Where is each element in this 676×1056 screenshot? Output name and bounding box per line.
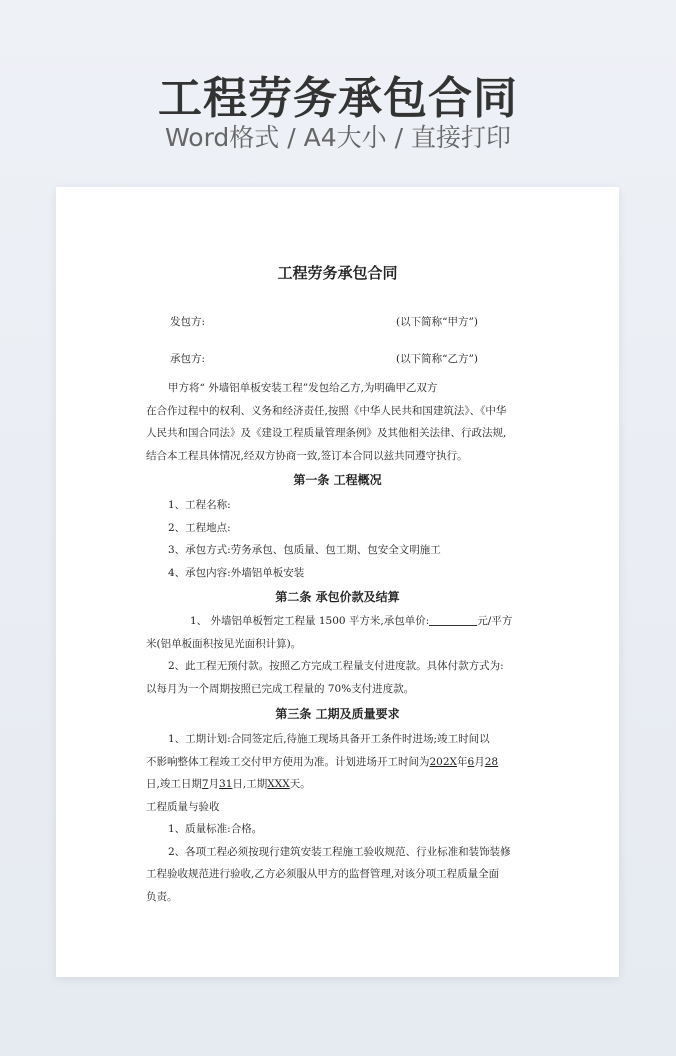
start-year: 202X <box>429 755 458 768</box>
list-item: 1、工程名称: <box>168 499 231 511</box>
document-title: 工程劳务承包合同 <box>277 264 398 282</box>
intro-line: 甲方将“ 外墙铝单板安装工程”发包给乙方,为明确甲乙双方 <box>168 382 438 394</box>
quality-item: 工程验收规范进行验收,乙方必须服从甲方的监督管理,对该分项工程质量全面 <box>146 868 500 880</box>
art3-line: 不影响整体工程竣工交付甲方使用为准。计划进场开工时间为 <box>146 755 430 768</box>
article-2-title: 第二条 承包价款及结算 <box>275 590 400 604</box>
art2-line: 1、 外墙铝单板暂定工程量 1500 平方米,承包单价: <box>190 615 430 627</box>
duration-days: XXX <box>267 778 290 790</box>
art3-line: 日,工期 <box>232 778 268 790</box>
banner-subtitle: Word格式 / A4大小 / 直接打印 <box>165 123 511 152</box>
intro-line: 在合作过程中的权利、义务和经济责任,按照《中华人民共和国建筑法》、《中华 <box>146 404 507 417</box>
end-day: 31 <box>219 778 233 790</box>
month-char: 月 <box>208 778 220 790</box>
quality-item: 负责。 <box>146 890 178 903</box>
party-b-label: 承包方: <box>170 353 206 365</box>
art3-line: 天。 <box>289 778 311 790</box>
art2-line: 元/平方 <box>477 615 513 627</box>
party-a-note: (以下简称“甲方”) <box>396 316 478 328</box>
art2-line: 米(铝单板面积按见光面积计算)。 <box>146 637 302 650</box>
intro-line: 结合本工程具体情况,经双方协商一致,签订本合同以兹共同遵守执行。 <box>146 449 468 462</box>
month-char: 月 <box>474 755 485 768</box>
article-2-body <box>146 610 530 700</box>
art2-line: 2、此工程无预付款。按照乙方完成工程量支付进度款。具体付款方式为: <box>168 660 504 672</box>
banner-title: 工程劳务承包合同 <box>158 73 518 124</box>
start-month: 6 <box>467 755 475 768</box>
start-day: 28 <box>484 755 499 768</box>
list-item: 2、工程地点: <box>168 521 231 534</box>
art2-line: 以每月为一个周期按照已完成工程量的 70%支付进度款。 <box>146 682 415 695</box>
article-1-list <box>146 494 530 584</box>
article-3-body <box>146 728 530 908</box>
year-char: 年 <box>457 755 468 768</box>
intro-paragraph <box>146 377 530 467</box>
quality-item: 2、各项工程必须按现行建筑安装工程施工验收规范、行业标准和装饰装修 <box>168 845 511 858</box>
quality-heading: 工程质量与验收 <box>146 800 220 813</box>
party-b-note: (以下简称“乙方”) <box>396 353 478 365</box>
unit-price-blank <box>429 613 477 626</box>
list-item: 3、承包方式:劳务承包、包质量、包工期、包安全文明施工 <box>168 544 441 556</box>
list-item: 4、承包内容:外墙铝单板安装 <box>168 566 305 579</box>
quality-item: 1、质量标准:合格。 <box>168 823 263 835</box>
article-1-title: 第一条 工程概况 <box>293 473 382 487</box>
article-3-title: 第三条 工期及质量要求 <box>275 707 400 721</box>
art3-line: 日,竣工日期 <box>146 778 202 790</box>
art3-line: 1、工期计划:合同签定后,待施工现场具备开工条件时进场;竣工时间以 <box>168 733 490 745</box>
party-a-label: 发包方: <box>170 316 206 328</box>
end-month: 7 <box>201 778 209 790</box>
intro-line: 人民共和国合同法》及《建设工程质量管理条例》及其他相关法律、行政法规, <box>146 427 507 439</box>
